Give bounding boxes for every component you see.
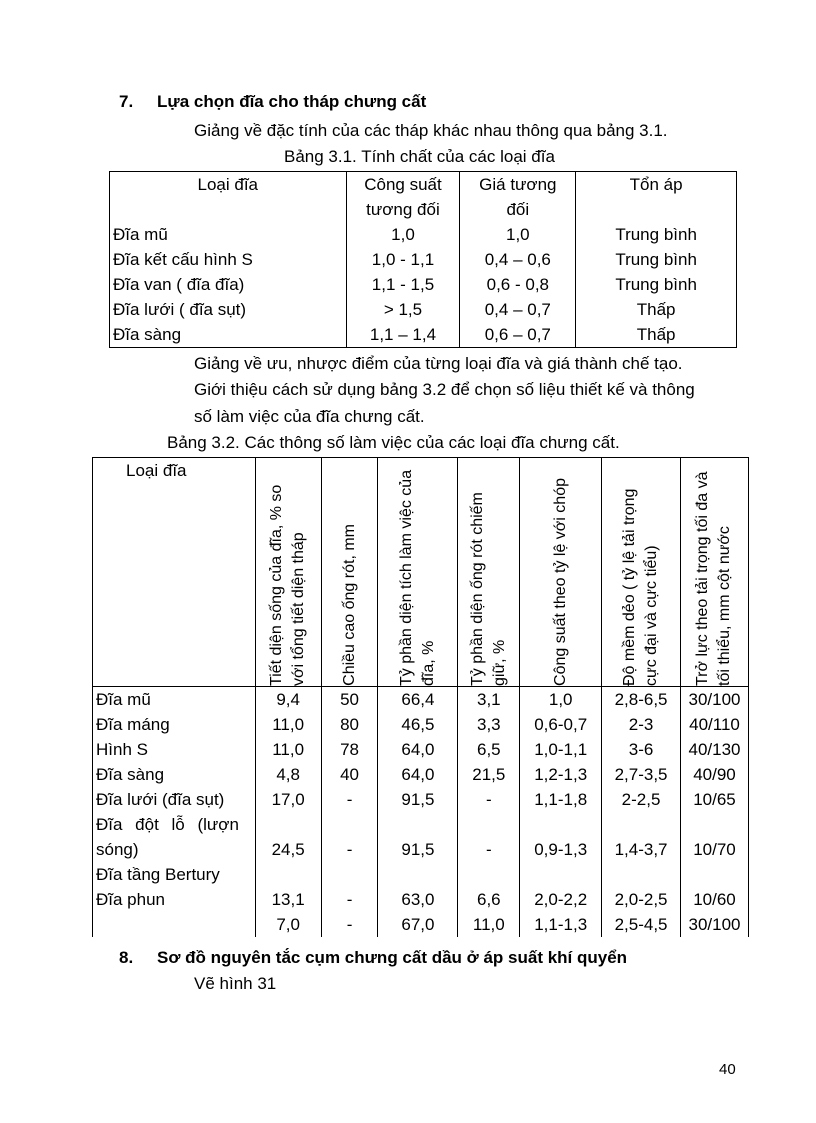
section-7-number: 7. — [119, 92, 134, 111]
table-cell — [680, 862, 748, 887]
table-2-caption: Bảng 3.2. Các thông số làm việc của các loại đĩa chưng cất. — [167, 433, 620, 452]
table-cell: 6,6 — [458, 887, 520, 912]
table-row — [93, 887, 749, 912]
table-cell: 9,4 — [255, 687, 321, 713]
table-cell: - — [458, 787, 520, 812]
table-cell: > 1,5 — [346, 297, 460, 322]
table-cell: 40/110 — [680, 712, 748, 737]
table-cell: Đĩa sàng — [93, 762, 256, 787]
table-cell: 10/65 — [680, 787, 748, 812]
table-cell: 40/130 — [680, 737, 748, 762]
table-cell: sóng) — [93, 837, 256, 862]
table-cell: 1,1-1,8 — [520, 787, 602, 812]
table-cell: 1,0 — [460, 222, 576, 247]
table-cell: - — [321, 912, 378, 937]
table-cell: - — [321, 837, 378, 862]
table-1-caption: Bảng 3.1. Tính chất của các loại đĩa — [284, 147, 555, 166]
table-cell — [255, 812, 321, 837]
table-row — [93, 862, 749, 887]
table-cell: Trung bình — [576, 247, 737, 272]
table-cell — [93, 912, 256, 937]
table-cell: Trung bình — [576, 222, 737, 247]
table-cell: Thấp — [576, 297, 737, 322]
table-cell: 4,8 — [255, 762, 321, 787]
table-2-header-cell: Tỷ phần diện ống rót chiếm giữ, % — [458, 458, 520, 687]
table-row — [93, 812, 749, 837]
table-row — [93, 787, 749, 812]
table-2-header-cell: Trở lực theo tải trọng tối đa và tối thiểu, mm cột nước — [680, 458, 748, 687]
table-cell: Đĩa phun — [93, 887, 256, 912]
table-cell: 2,7-3,5 — [602, 762, 681, 787]
paragraph-3-line-1: Giới thiệu cách sử dụng bảng 3.2 để chọn số liệu thiết kế và thông — [194, 380, 695, 399]
table-cell: 2-2,5 — [602, 787, 681, 812]
table-cell: - — [458, 837, 520, 862]
table-cell: 2,8-6,5 — [602, 687, 681, 713]
table-cell: 1,0-1,1 — [520, 737, 602, 762]
table-cell: 1,4-3,7 — [602, 837, 681, 862]
table-row — [93, 737, 749, 762]
table-2-header-cell: Chiều cao ống rót, mm — [321, 458, 378, 687]
table-cell: 50 — [321, 687, 378, 713]
table-cell — [378, 812, 458, 837]
table-cell: 67,0 — [378, 912, 458, 937]
table-2-header-cell: Tỷ phần diện tích làm việc của đĩa, % — [378, 458, 458, 687]
table-cell: 40 — [321, 762, 378, 787]
section-7-title: Lựa chọn đĩa cho tháp chưng cất — [157, 92, 427, 111]
table-cell: Hình S — [93, 737, 256, 762]
section-8-number: 8. — [119, 948, 134, 967]
table-cell — [255, 862, 321, 887]
table-cell: 30/100 — [680, 912, 748, 937]
section-8-title: Sơ đồ nguyên tắc cụm chưng cất dầu ở áp suất khí quyển — [157, 948, 628, 967]
table-cell: 80 — [321, 712, 378, 737]
table-cell: 2,5-4,5 — [602, 912, 681, 937]
table-row — [93, 762, 749, 787]
table-cell: 0,6 - 0,8 — [460, 272, 576, 297]
table-cell: 91,5 — [378, 787, 458, 812]
table-2-header-cell: Tiết diện sống của đĩa, % so với tổng tiết diện tháp — [255, 458, 321, 687]
table-cell: 2,0-2,5 — [602, 887, 681, 912]
table-cell: 10/70 — [680, 837, 748, 862]
table-cell — [321, 812, 378, 837]
paragraph-1: Giảng về đặc tính của các tháp khác nhau thông qua bảng 3.1. — [194, 121, 668, 140]
table-cell — [520, 812, 602, 837]
table-cell: 91,5 — [378, 837, 458, 862]
table-cell: 7,0 — [255, 912, 321, 937]
table-cell: - — [321, 787, 378, 812]
table-cell: 64,0 — [378, 762, 458, 787]
table-cell: 66,4 — [378, 687, 458, 713]
table-cell — [520, 862, 602, 887]
table-cell: Đĩa đột lỗ (lượn — [93, 812, 256, 837]
table-cell: Đĩa tầng Bertury — [93, 862, 256, 887]
table-cell: 1,1-1,3 — [520, 912, 602, 937]
table-cell: 1,1 – 1,4 — [346, 322, 460, 348]
table-1-header-cell: Công suất tương đối — [346, 172, 460, 223]
table-cell: 6,5 — [458, 737, 520, 762]
table-cell: 17,0 — [255, 787, 321, 812]
table-cell: Đĩa lưới ( đĩa sụt) — [110, 297, 347, 322]
paragraph-4: Vẽ hình 31 — [194, 974, 277, 993]
table-cell: 46,5 — [378, 712, 458, 737]
table-row — [110, 247, 737, 272]
table-cell: Đĩa mũ — [93, 687, 256, 713]
table-cell: 11,0 — [255, 737, 321, 762]
table-cell: Đĩa mũ — [110, 222, 347, 247]
table-row — [93, 837, 749, 862]
table-cell — [458, 862, 520, 887]
table-cell: 63,0 — [378, 887, 458, 912]
table-cell: 2,0-2,2 — [520, 887, 602, 912]
table-cell: 11,0 — [458, 912, 520, 937]
table-row — [110, 297, 737, 322]
page-number: 40 — [719, 1061, 736, 1078]
paragraph-2: Giảng về ưu, nhược điểm của từng loại đĩa và giá thành chế tạo. — [194, 354, 683, 373]
paragraph-3-line-2: số làm việc của đĩa chưng cất. — [194, 407, 425, 426]
table-cell: Thấp — [576, 322, 737, 348]
table-2-header-cell: Độ mềm dẻo ( tỷ lệ tải trọng cực đại và cực tiểu) — [602, 458, 681, 687]
table-cell: 1,0 - 1,1 — [346, 247, 460, 272]
table-cell — [602, 862, 681, 887]
table-2-header-cell: Loại đĩa — [93, 458, 256, 687]
table-cell: 0,4 – 0,7 — [460, 297, 576, 322]
table-row — [110, 272, 737, 297]
table-cell — [602, 812, 681, 837]
table-cell: 0,6 – 0,7 — [460, 322, 576, 348]
table-2-header-cell: Công suất theo tỷ lệ với chóp — [520, 458, 602, 687]
table-row — [93, 912, 749, 937]
table-cell — [321, 862, 378, 887]
table-cell: Đĩa van ( đĩa đĩa) — [110, 272, 347, 297]
table-cell: 13,1 — [255, 887, 321, 912]
section-8-heading — [119, 948, 627, 968]
table-1-header-row — [110, 172, 737, 223]
table-2-header-row — [93, 458, 749, 687]
table-cell: Đĩa lưới (đĩa sụt) — [93, 787, 256, 812]
table-cell: 10/60 — [680, 887, 748, 912]
table-cell: 0,9-1,3 — [520, 837, 602, 862]
table-cell: 0,4 – 0,6 — [460, 247, 576, 272]
table-cell: 1,0 — [346, 222, 460, 247]
table-cell: 24,5 — [255, 837, 321, 862]
table-cell — [458, 812, 520, 837]
table-cell — [680, 812, 748, 837]
table-row — [93, 687, 749, 713]
table-cell: 64,0 — [378, 737, 458, 762]
table-cell: 0,6-0,7 — [520, 712, 602, 737]
table-cell: 40/90 — [680, 762, 748, 787]
table-1-header-cell: Loại đĩa — [110, 172, 347, 223]
section-7-heading — [119, 92, 426, 112]
table-cell: 1,2-1,3 — [520, 762, 602, 787]
table-1 — [109, 171, 737, 348]
table-cell: Trung bình — [576, 272, 737, 297]
table-cell — [378, 862, 458, 887]
table-cell: 1,1 - 1,5 — [346, 272, 460, 297]
table-cell: 3-6 — [602, 737, 681, 762]
table-cell: 1,0 — [520, 687, 602, 713]
table-cell: - — [321, 887, 378, 912]
table-row — [110, 222, 737, 247]
table-cell: 3,3 — [458, 712, 520, 737]
table-row — [110, 322, 737, 348]
table-cell: Đĩa máng — [93, 712, 256, 737]
table-cell: 78 — [321, 737, 378, 762]
table-cell: 3,1 — [458, 687, 520, 713]
table-cell: Đĩa kết cấu hình S — [110, 247, 347, 272]
table-1-header-cell: Tổn áp — [576, 172, 737, 223]
table-cell: 2-3 — [602, 712, 681, 737]
table-cell: 30/100 — [680, 687, 748, 713]
table-cell: 11,0 — [255, 712, 321, 737]
table-cell: 21,5 — [458, 762, 520, 787]
table-1-header-cell: Giá tương đối — [460, 172, 576, 223]
table-row — [93, 712, 749, 737]
table-2 — [92, 457, 749, 937]
table-cell: Đĩa sàng — [110, 322, 347, 348]
